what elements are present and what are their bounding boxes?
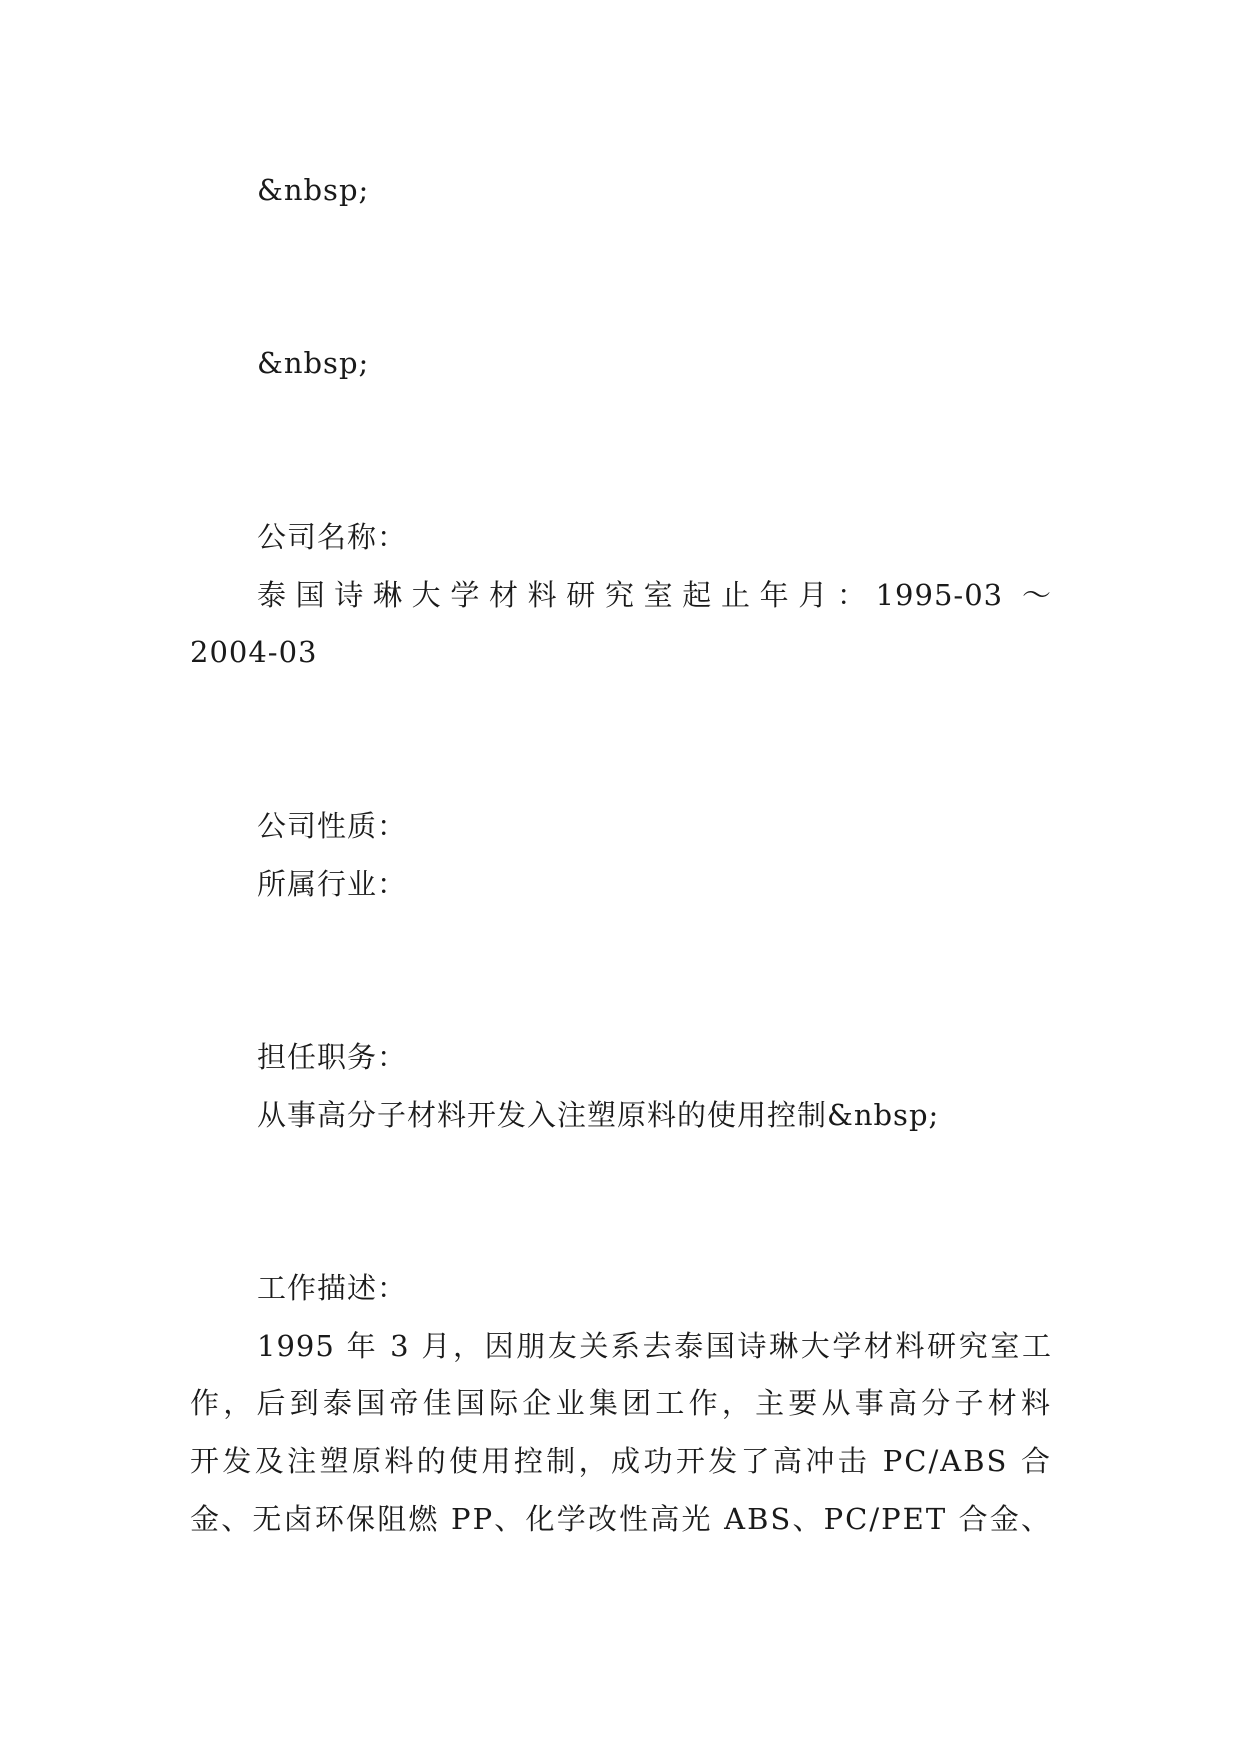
- nbsp-line-1: &nbsp;: [257, 173, 370, 207]
- work-desc-line: 1995 年 3 月，因朋友关系去泰国诗琳大学材料研究室工: [257, 1329, 1052, 1363]
- work-desc-line: 金、无卤环保阻燃 PP、化学改性高光 ABS、PC/PET 合金、: [190, 1502, 1052, 1536]
- company-name-label: 公司名称：: [257, 520, 408, 554]
- work-desc-line: 作，后到泰国帝佳国际企业集团工作，主要从事高分子材料: [190, 1386, 1052, 1420]
- work-desc-label: 工作描述：: [257, 1271, 408, 1305]
- nbsp-line-2: &nbsp;: [257, 346, 370, 380]
- company-name-value: 泰国诗琳大学材料研究室起止年月：1995-03 ～: [257, 578, 1052, 612]
- position-label: 担任职务：: [257, 1040, 408, 1074]
- position-value: 从事高分子材料开发入注塑原料的使用控制&nbsp;: [257, 1098, 940, 1132]
- company-period-end: 2004-03: [190, 635, 318, 669]
- industry-label: 所属行业：: [257, 867, 408, 901]
- work-desc-line: 开发及注塑原料的使用控制，成功开发了高冲击 PC/ABS 合: [190, 1444, 1052, 1478]
- company-nature-label: 公司性质：: [257, 809, 408, 843]
